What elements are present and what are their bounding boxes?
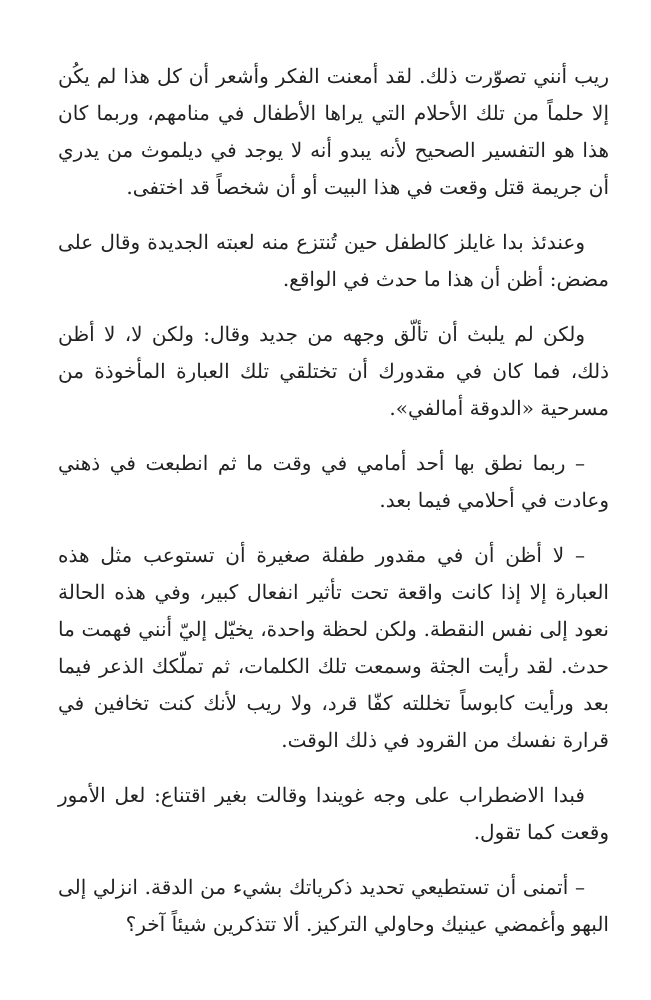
paragraph-4: – ربما نطق بها أحد أمامي في وقت ما ثم انطبعت في ذهني وعادت في أحلامي فيما بعد. (58, 451, 609, 512)
paragraph-5: – لا أظن أن في مقدور طفلة صغيرة أن تستوعب مثل هذه العبارة إلا إذا كانت واقعة تحت تأثير انفعال كبير، وفي هذه الحالة نعود إلى نفس النقطة. ولكن لحظة واحدة، يخيّل إليّ أنني فهمت ما حدث. لقد رأيت الجثة وسمعت تلك الكلمات، ثم تملّكك الذعر فيما بعد ورأيت كابوساً تخللته كفّا قرد، ولا ريب لأنك كنت تخافين في قرارة نفسك من القرود في ذلك الوقت. (58, 543, 609, 752)
paragraph-6: فبدا الاضطراب على وجه غويندا وقالت بغير اقتناع: لعل الأمور وقعت كما تقول. (58, 783, 609, 844)
paragraph-3: ولكن لم يلبث أن تألّق وجهه من جديد وقال: ولكن لا، لا أظن ذلك، فما كان في مقدورك أن تختلقي تلك العبارة المأخوذة من مسرحية «الدوقة أمالفي». (58, 322, 609, 420)
paragraph-1: ريب أنني تصوّرت ذلك. لقد أمعنت الفكر وأشعر أن كل هذا لم يكُن إلا حلماً من تلك الأحلام التي يراها الأطفال في منامهم، وربما كان هذا هو التفسير الصحيح لأنه يبدو أنه لا يوجد في ديلموث من يدري أن جريمة قتل وقعت في هذا البيت أو أن شخصاً قد اختفى. (58, 64, 609, 199)
paragraph-2: وعندئذ بدا غايلز كالطفل حين تُنتزع منه لعبته الجديدة وقال على مضض: أظن أن هذا ما حدث في الواقع. (58, 230, 609, 291)
paragraph-7: – أتمنى أن تستطيعي تحديد ذكرياتك بشيء من الدقة. انزلي إلى البهو وأغمضي عينيك وحاولي التركيز. ألا تتذكرين شيئاً آخر؟ (58, 875, 609, 936)
